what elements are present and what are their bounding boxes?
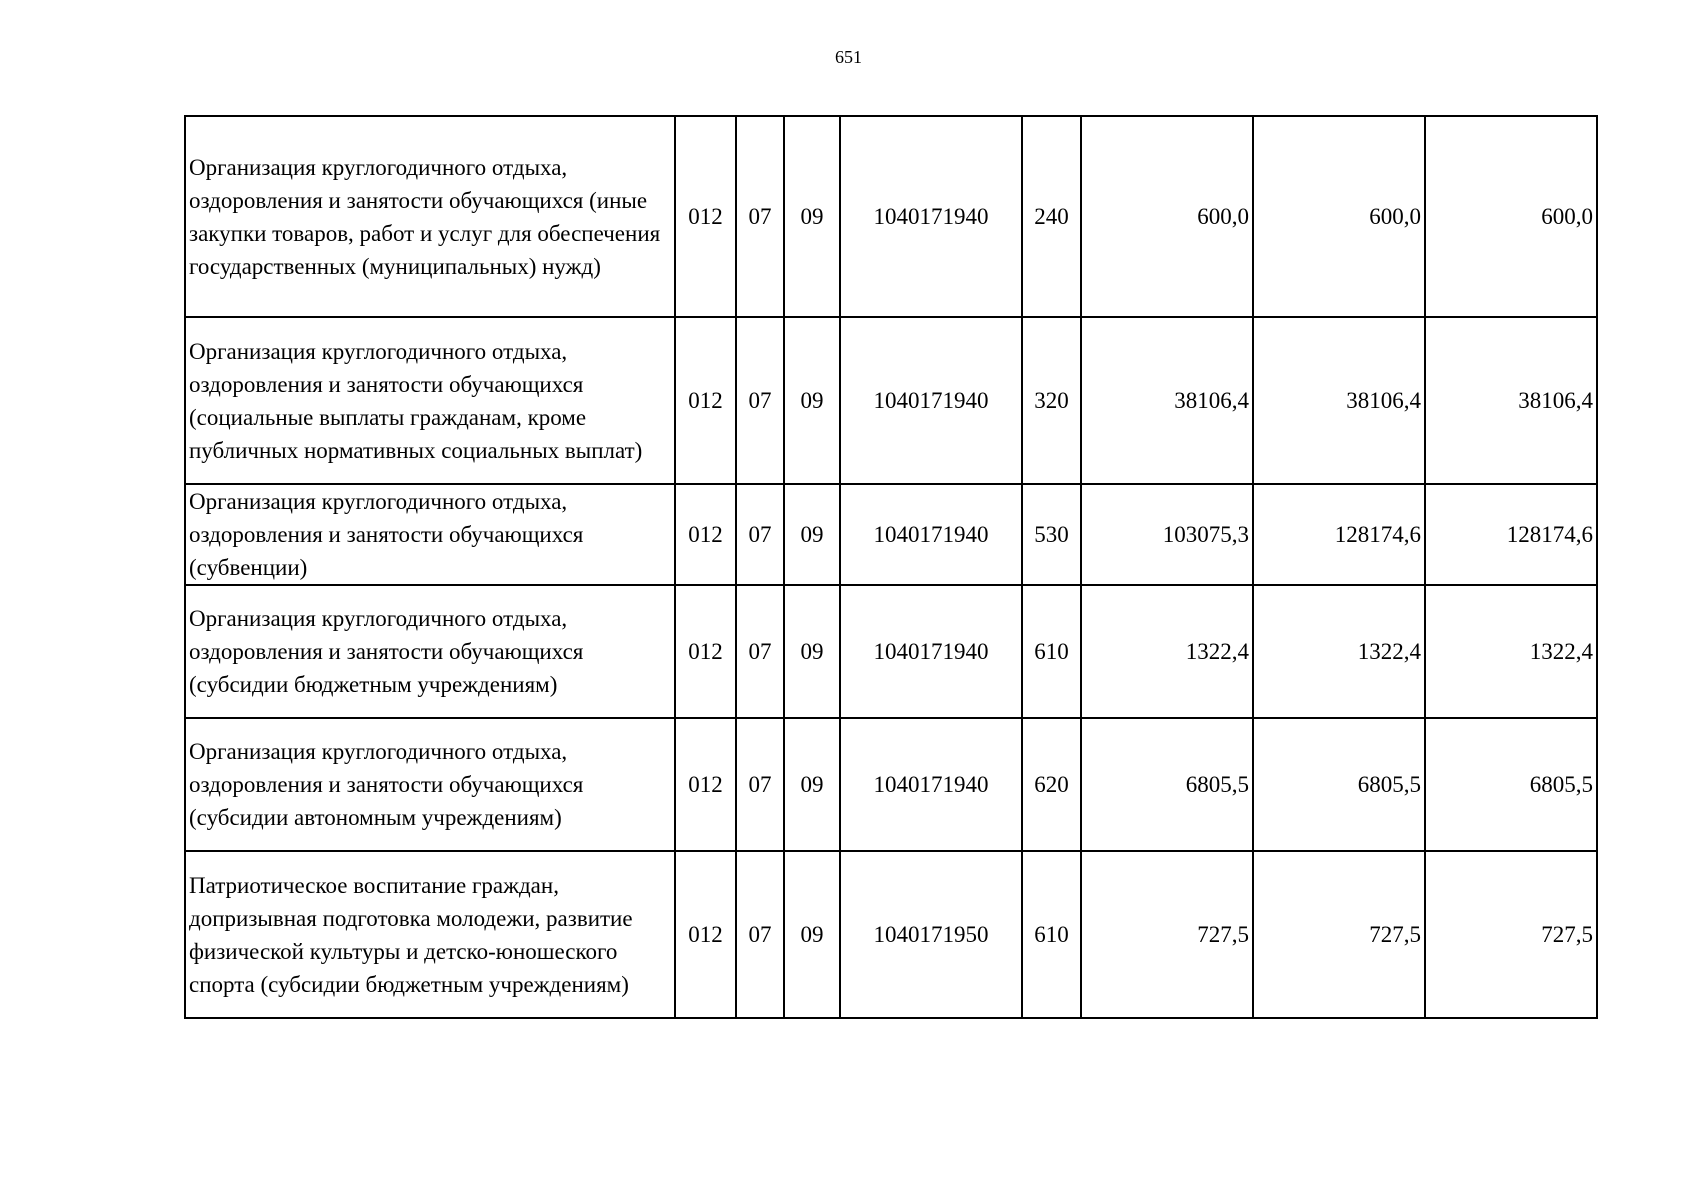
row-description: Организация круглогодичного отдыха, оздоровления и занятости обучающихся (субсидии автономным учреждениям) [185, 718, 675, 851]
row-amount-3: 1322,4 [1425, 585, 1597, 718]
row-amount-3: 727,5 [1425, 851, 1597, 1018]
row-expense-type: 320 [1022, 317, 1081, 484]
row-description: Патриотическое воспитание граждан, допризывная подготовка молодежи, развитие физической культуры и детско-юношеского спорта (субсидии бюджетным учреждениям) [185, 851, 675, 1018]
row-section-code: 07 [736, 116, 784, 317]
row-amount-1: 103075,3 [1081, 484, 1253, 585]
row-amount-1: 600,0 [1081, 116, 1253, 317]
row-amount-1: 727,5 [1081, 851, 1253, 1018]
row-ministry-code: 012 [675, 585, 736, 718]
row-amount-2: 6805,5 [1253, 718, 1425, 851]
table-row [185, 851, 1597, 1018]
table-row [185, 585, 1597, 718]
row-amount-3: 128174,6 [1425, 484, 1597, 585]
row-target-item: 1040171940 [840, 718, 1022, 851]
page-number: 651 [835, 47, 862, 67]
table-row [185, 317, 1597, 484]
row-expense-type: 240 [1022, 116, 1081, 317]
row-amount-2: 1322,4 [1253, 585, 1425, 718]
row-subsection-code: 09 [784, 585, 840, 718]
row-description: Организация круглогодичного отдыха, оздоровления и занятости обучающихся (субсидии бюджетным учреждениям) [185, 585, 675, 718]
row-amount-2: 128174,6 [1253, 484, 1425, 585]
row-amount-3: 6805,5 [1425, 718, 1597, 851]
row-section-code: 07 [736, 317, 784, 484]
row-target-item: 1040171940 [840, 585, 1022, 718]
row-section-code: 07 [736, 718, 784, 851]
row-target-item: 1040171940 [840, 317, 1022, 484]
row-amount-3: 38106,4 [1425, 317, 1597, 484]
budget-table [184, 115, 1598, 1019]
row-expense-type: 620 [1022, 718, 1081, 851]
budget-table-body [185, 116, 1597, 1018]
row-section-code: 07 [736, 585, 784, 718]
row-subsection-code: 09 [784, 317, 840, 484]
row-ministry-code: 012 [675, 851, 736, 1018]
row-target-item: 1040171950 [840, 851, 1022, 1018]
row-description: Организация круглогодичного отдыха, оздоровления и занятости обучающихся (социальные выплаты гражданам, кроме публичных нормативных социальных выплат) [185, 317, 675, 484]
row-expense-type: 530 [1022, 484, 1081, 585]
row-subsection-code: 09 [784, 851, 840, 1018]
row-ministry-code: 012 [675, 317, 736, 484]
row-ministry-code: 012 [675, 116, 736, 317]
row-amount-3: 600,0 [1425, 116, 1597, 317]
table-row [185, 484, 1597, 585]
row-expense-type: 610 [1022, 585, 1081, 718]
row-description: Организация круглогодичного отдыха, оздоровления и занятости обучающихся (иные закупки товаров, работ и услуг для обеспечения государственных (муниципальных) нужд) [185, 116, 675, 317]
row-amount-1: 38106,4 [1081, 317, 1253, 484]
row-ministry-code: 012 [675, 484, 736, 585]
row-subsection-code: 09 [784, 116, 840, 317]
row-amount-2: 600,0 [1253, 116, 1425, 317]
table-row [185, 718, 1597, 851]
row-target-item: 1040171940 [840, 116, 1022, 317]
row-expense-type: 610 [1022, 851, 1081, 1018]
row-target-item: 1040171940 [840, 484, 1022, 585]
row-subsection-code: 09 [784, 718, 840, 851]
row-section-code: 07 [736, 484, 784, 585]
row-amount-2: 727,5 [1253, 851, 1425, 1018]
row-section-code: 07 [736, 851, 784, 1018]
row-ministry-code: 012 [675, 718, 736, 851]
row-amount-2: 38106,4 [1253, 317, 1425, 484]
table-row [185, 116, 1597, 317]
row-amount-1: 1322,4 [1081, 585, 1253, 718]
row-amount-1: 6805,5 [1081, 718, 1253, 851]
row-subsection-code: 09 [784, 484, 840, 585]
row-description: Организация круглогодичного отдыха, оздоровления и занятости обучающихся (субвенции) [185, 484, 675, 585]
